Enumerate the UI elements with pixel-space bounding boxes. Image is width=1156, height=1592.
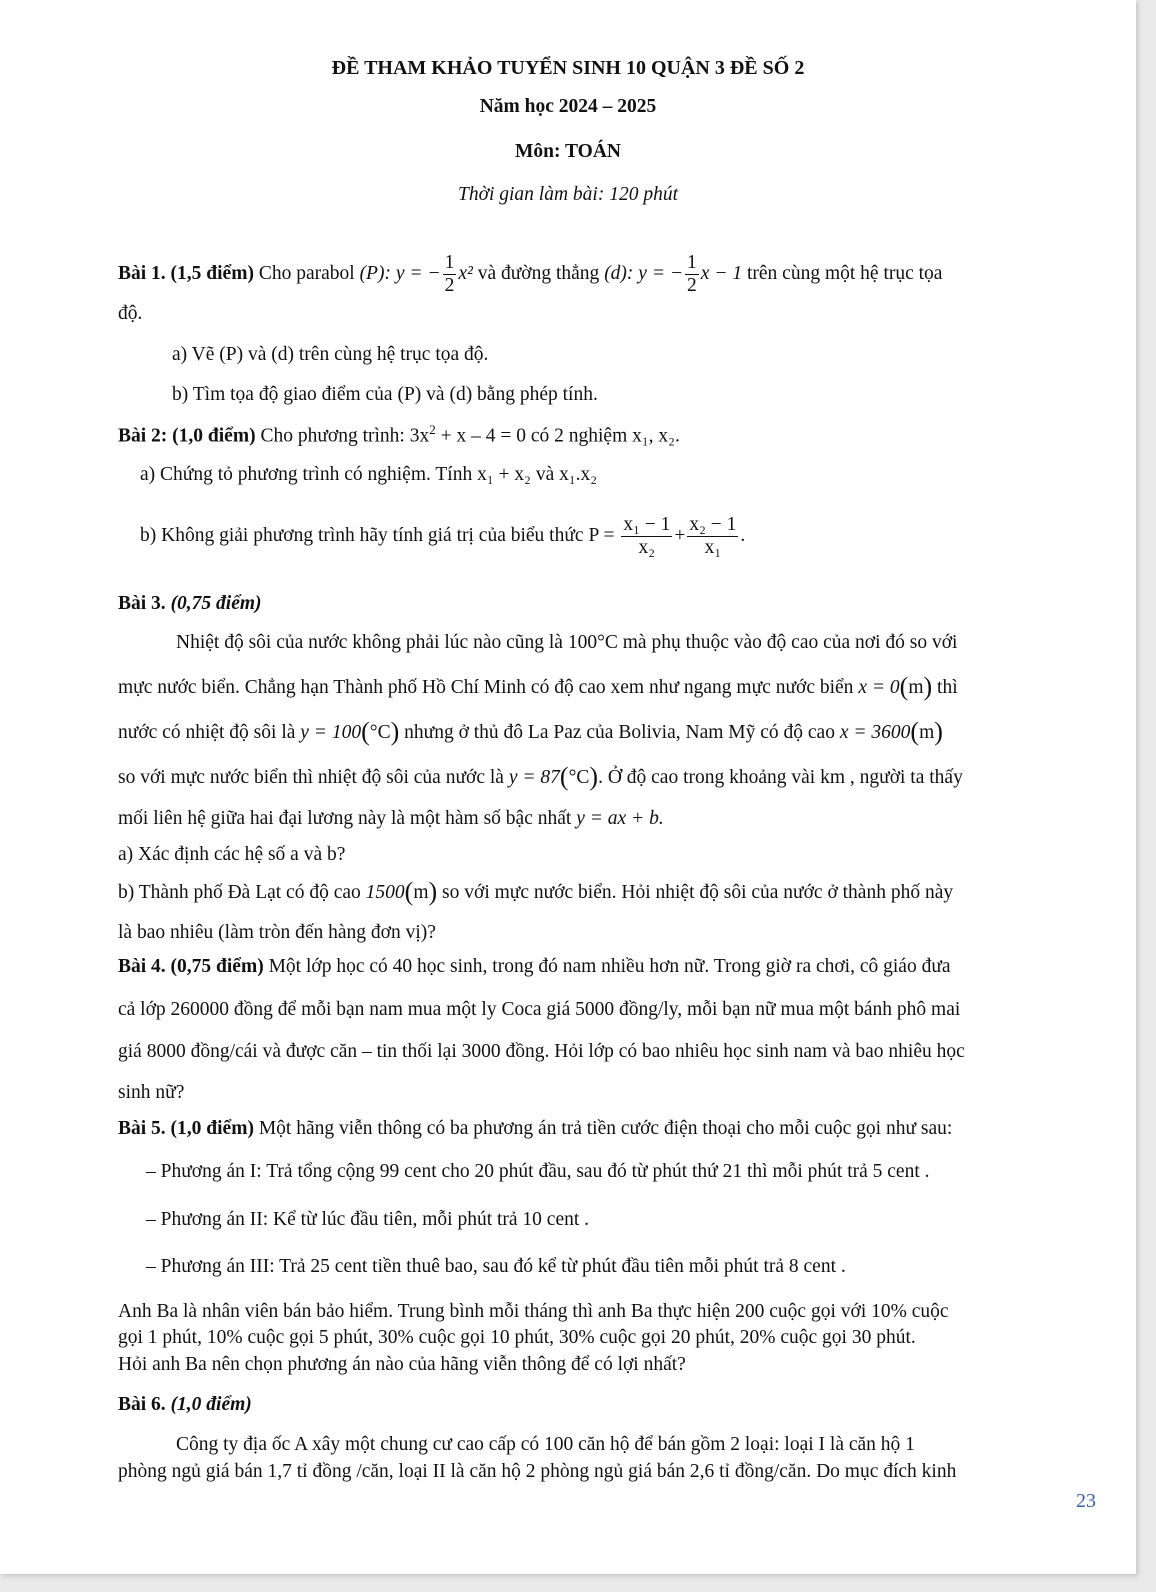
bai6-heading: Bài 6. (1,0 điểm)	[118, 1394, 252, 1415]
bai5-p3: Hỏi anh Ba nên chọn phương án nào của hãng viễn thông để có lợi nhất?	[118, 1354, 686, 1375]
page-number: 23	[1076, 1490, 1096, 1512]
bai1-line1: Bài 1. (1,5 điểm) Cho parabol (P): y = − $\frac{1}{2}$ x² và đường thẳng (d): y = − $\frac{1}{2}$ x − 1 trên cùng một hệ trục tọa	[118, 252, 943, 296]
bai5-p1: Anh Ba là nhân viên bán bảo hiểm. Trung bình mỗi tháng thì anh Ba thực hiện 200 cuộc gọi với 10% cuộc	[118, 1301, 949, 1322]
subject: Môn: TOÁN	[514, 141, 621, 162]
fraction-1: $\frac{\text{x₁ − 1}}{\text{x₂}}$	[623, 514, 671, 558]
bai1-b: b) Tìm tọa độ giao điểm của (P) và (d) bằng phép tính.	[172, 384, 598, 405]
bai4-l1: Bài 4. (0,75 điểm) Một lớp học có 40 học sinh, trong đó nam nhiều hơn nữ. Trong giờ ra chơi, cô giáo đưa	[118, 956, 951, 977]
bai3-heading: Bài 3. (0,75 điểm)	[118, 593, 262, 614]
bai3-b2: là bao nhiêu (làm tròn đến hàng đơn vị)?	[118, 922, 436, 943]
bai1-line2: độ.	[118, 303, 143, 324]
bai3-a: a) Xác định các hệ số a và b?	[118, 844, 346, 865]
bai1-a: a) Vẽ (P) và (d) trên cùng hệ trục tọa độ.	[172, 344, 489, 365]
bai4-l2: cả lớp 260000 đồng để mỗi bạn nam mua một ly Coca giá 5000 đồng/ly, mỗi bạn nữ mua một bánh phô mai	[118, 999, 961, 1020]
bai3-b1: b) Thành phố Đà Lạt có độ cao 1500(m) so với mực nước biển. Hỏi nhiệt độ sôi của nước ở thành phố này	[118, 877, 954, 906]
bai5-option1: – Phương án I: Trả tổng cộng 99 cent cho 20 phút đầu, sau đó từ phút thứ 21 thì mỗi phút trả 5 cent .	[146, 1161, 930, 1182]
bai3-l3: nước có nhiệt độ sôi là y = 100(°C) nhưng ở thủ đô La Paz của Bolivia, Nam Mỹ có độ cao x = 3600(m)	[118, 717, 943, 746]
bai5-option3: – Phương án III: Trả 25 cent tiền thuê bao, sau đó kể từ phút đầu tiên mỗi phút trả 8 cent .	[146, 1256, 846, 1277]
fraction-2: $\frac{\text{x₂ − 1}}{\text{x₁}}$	[689, 514, 737, 558]
bai5-l1: Bài 5. (1,0 điểm) Một hãng viễn thông có ba phương án trả tiền cước điện thoại cho mỗi cuộc gọi như sau:	[118, 1118, 953, 1139]
exam-title: ĐỀ THAM KHẢO TUYỂN SINH 10 QUẬN 3 ĐỀ SỐ 2	[331, 57, 805, 79]
time-limit: Thời gian làm bài: 120 phút	[457, 184, 679, 205]
bai5-label: Bài 5. (1,0 điểm)	[118, 1118, 254, 1139]
fraction-half: $\frac{1}{2}$	[444, 252, 455, 296]
bai3-label: Bài 3.	[118, 593, 166, 614]
bai6-label: Bài 6.	[118, 1394, 166, 1415]
bai2-a: a) Chứng tỏ phương trình có nghiệm. Tính x₁ + x₂ và x₁.x₂	[140, 464, 598, 485]
school-year: Năm học 2024 – 2025	[479, 96, 657, 117]
fraction-half: $\frac{1}{2}$	[687, 252, 697, 296]
bai1-label: Bài 1. (1,5 điểm)	[118, 262, 254, 284]
bai4-l4: sinh nữ?	[118, 1082, 185, 1103]
bai3-l2: mực nước biển. Chẳng hạn Thành phố Hồ Chí Minh có độ cao xem như ngang mực nước biển x = 0(m) thì	[118, 672, 958, 701]
bai5-option2: – Phương án II: Kể từ lúc đầu tiên, mỗi phút trả 10 cent .	[146, 1209, 590, 1230]
bai3-l5: mối liên hệ giữa hai đại lương này là một hàm số bậc nhất y = ax + b.	[118, 808, 664, 829]
bai6-l1: Công ty địa ốc A xây một chung cư cao cấp có 100 căn hộ để bán gồm 2 loại: loại I là căn hộ 1	[176, 1434, 915, 1455]
bai3-l1: Nhiệt độ sôi của nước không phải lúc nào cũng là 100°C mà phụ thuộc vào độ cao của nơi đó so với	[176, 632, 958, 653]
bai5-p2: gọi 1 phút, 10% cuộc gọi 5 phút, 30% cuộc gọi 10 phút, 30% cuộc gọi 20 phút, 20% cuộc gọi 30 phút.	[118, 1327, 916, 1348]
bai2-b: b) Không giải phương trình hãy tính giá trị của biểu thức P = $\frac{\text{x₁ − 1}}{\text{x₂}}$ + $\frac{\text{x₂ − 1}}{\text{x₁}}$ .	[140, 514, 746, 558]
bai4-label: Bài 4. (0,75 điểm)	[118, 956, 264, 977]
bai4-l3: giá 8000 đồng/cái và được căn – tin thối lại 3000 đồng. Hỏi lớp có bao nhiêu học sinh nam và bao nhiêu học	[118, 1041, 965, 1062]
bai2-line1: Bài 2: (1,0 điểm) Cho phương trình: $3x^2 + x - 4 = 0$ có 2 nghiệm x₁, x₂.	[118, 422, 680, 447]
bai2-label: Bài 2: (1,0 điểm)	[118, 425, 256, 447]
bai6-l2: phòng ngủ giá bán 1,7 tỉ đồng /căn, loại II là căn hộ 2 phòng ngủ giá bán 2,6 tỉ đồng/căn. Do mục đích kinh	[118, 1461, 957, 1482]
bai3-l4: so với mực nước biển thì nhiệt độ sôi của nước là y = 87(°C). Ở độ cao trong khoảng vài km , người ta thấy	[118, 762, 963, 791]
